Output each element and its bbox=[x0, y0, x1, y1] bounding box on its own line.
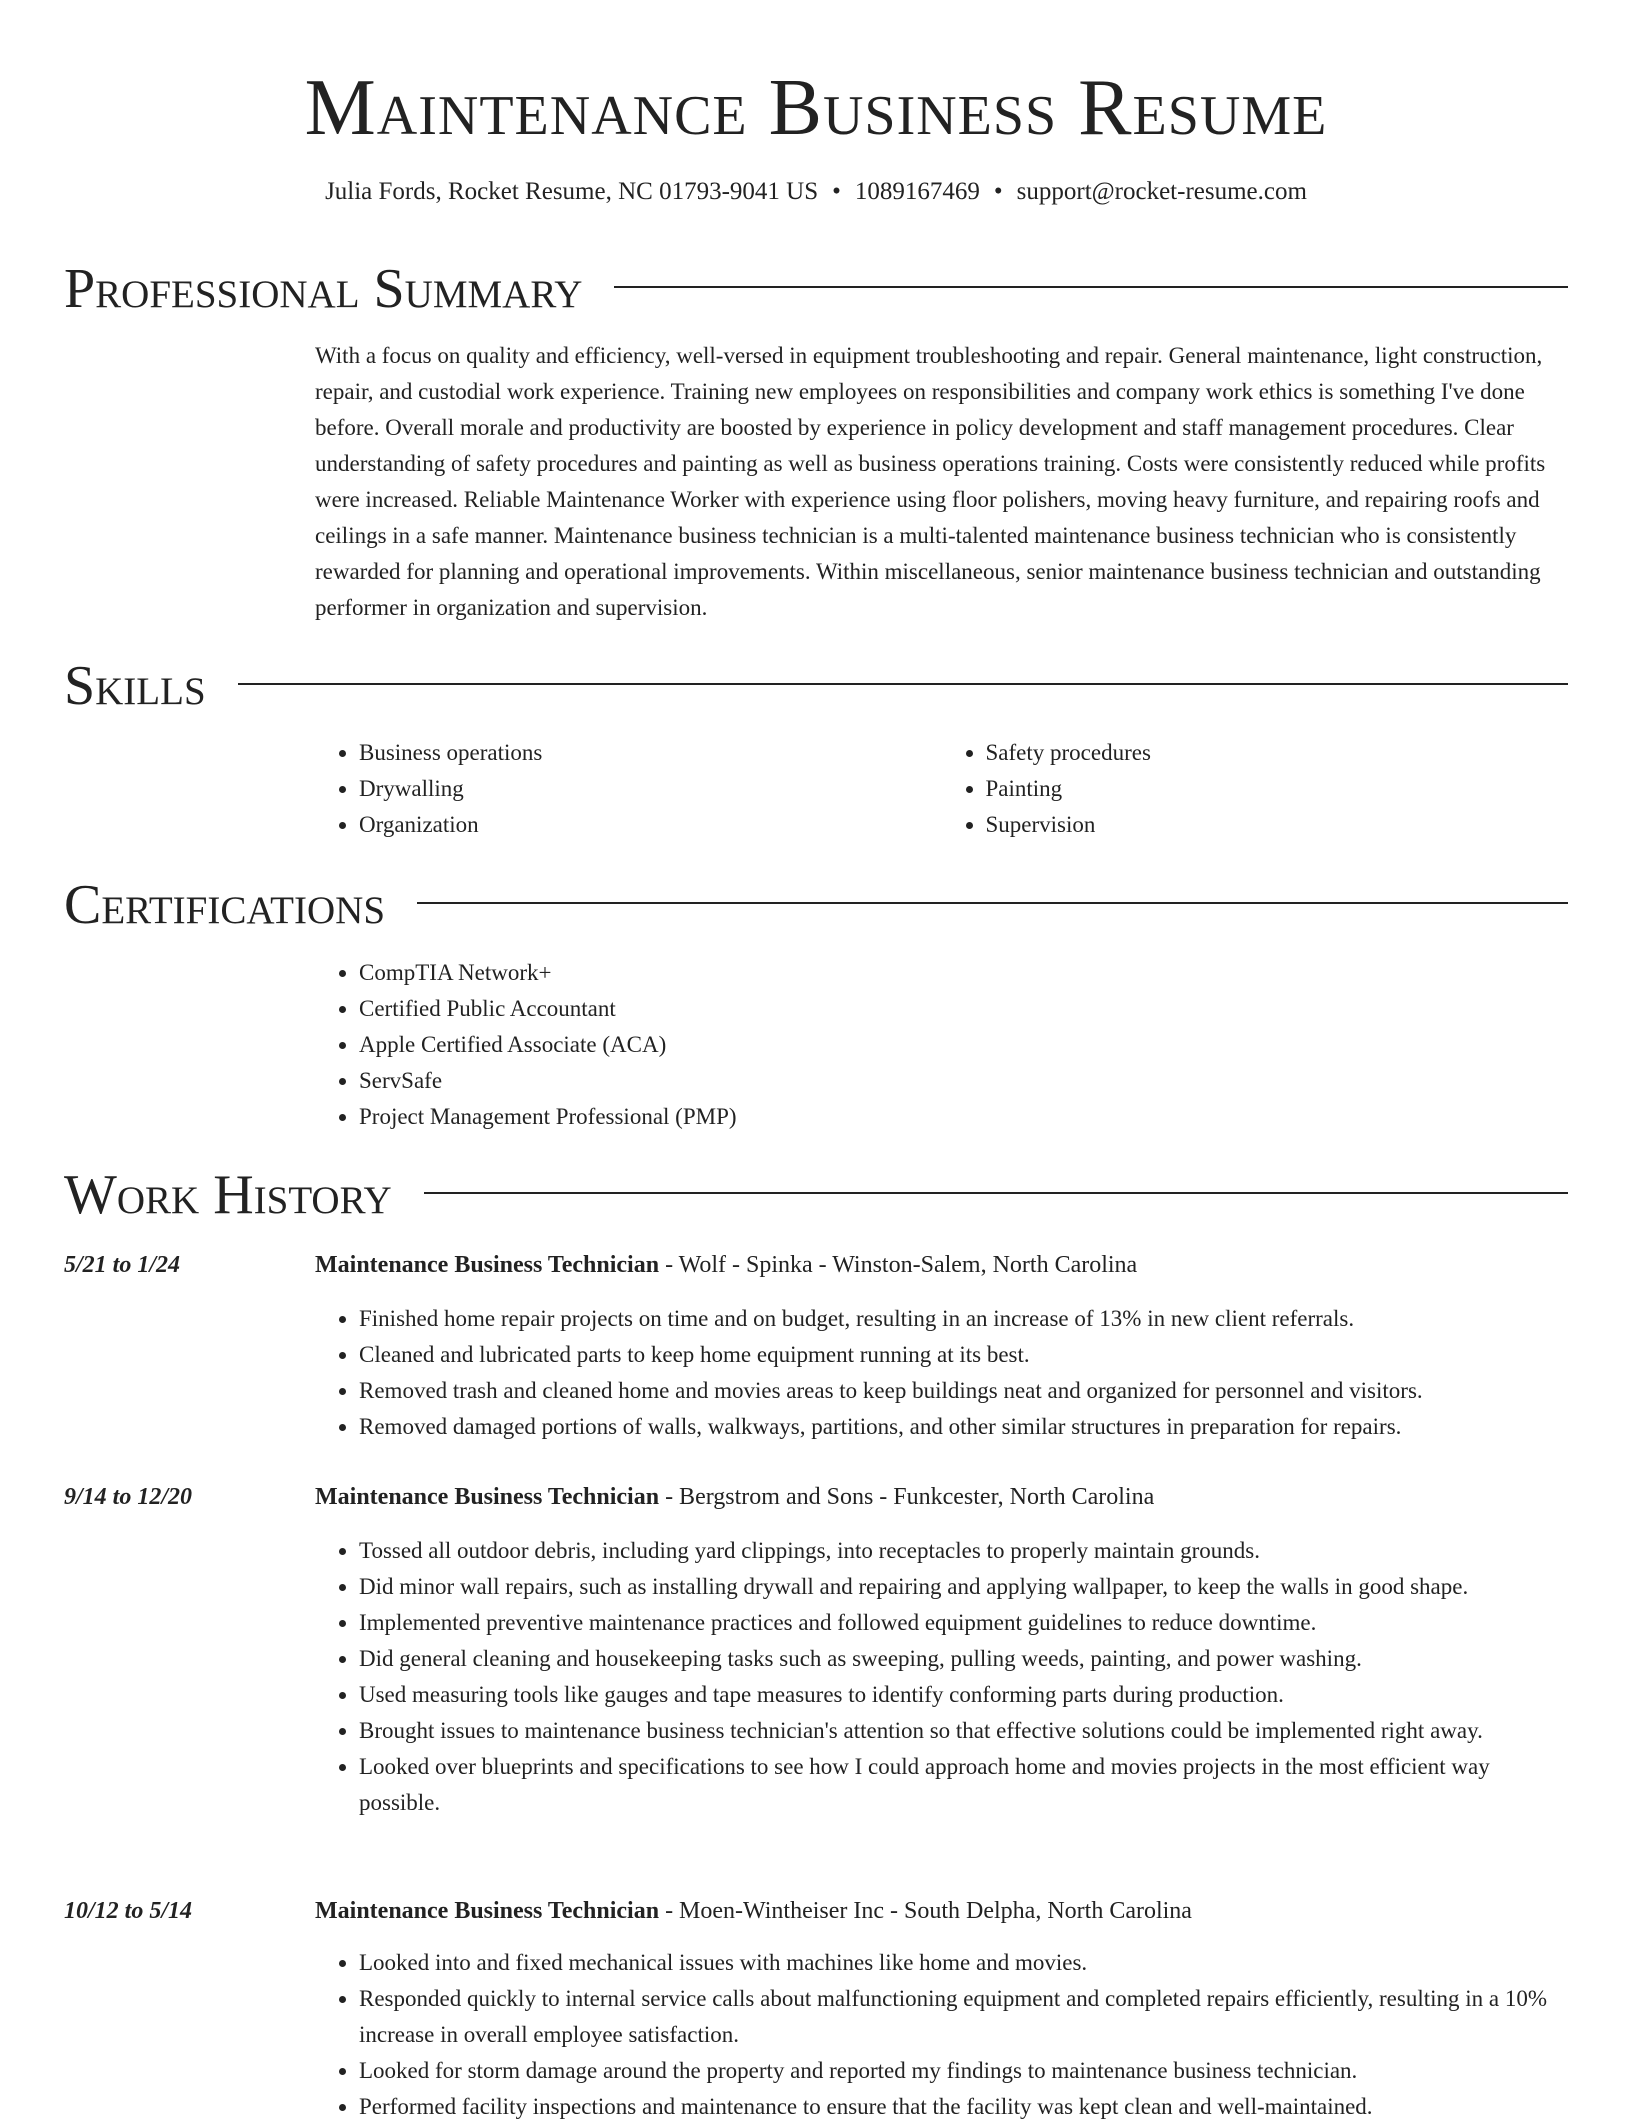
skill-item: • Business operations bbox=[359, 735, 942, 771]
job-bullet: • Looked over blueprints and specifications to see how I could approach home and movies projects in the most efficient way possible. bbox=[359, 1749, 1568, 1821]
job-bullet: • Did general cleaning and housekeeping tasks such as sweeping, pulling weeds, painting, and power washing. bbox=[359, 1641, 1568, 1677]
certifications-heading: Certifications bbox=[64, 874, 386, 936]
job-header bbox=[315, 1479, 1568, 1515]
skill-item: • Supervision bbox=[986, 807, 1569, 843]
job-bullet: • Removed trash and cleaned home and movies areas to keep buildings neat and organized for personnel and visitors. bbox=[359, 1373, 1568, 1409]
job-dates: 9/14 to 12/20 bbox=[64, 1484, 193, 1510]
skills-list bbox=[315, 735, 1568, 843]
job-bullets bbox=[315, 1945, 1568, 2125]
summary-section-header bbox=[64, 257, 1568, 321]
section-divider bbox=[417, 902, 1568, 904]
job-title: Maintenance Business Technician bbox=[315, 1484, 660, 1510]
contact-address: Julia Fords, Rocket Resume, NC 01793-9041 US bbox=[325, 178, 819, 205]
resume-title: Maintenance Business Resume bbox=[304, 64, 1328, 152]
certification-item: • CompTIA Network+ bbox=[359, 955, 1568, 991]
job-dates: 5/21 to 1/24 bbox=[64, 1252, 181, 1278]
contact-separator: • bbox=[993, 178, 1003, 205]
job-bullet: • Tossed all outdoor debris, including yard clippings, into receptacles to properly maintain grounds. bbox=[359, 1533, 1568, 1569]
contact-line bbox=[64, 174, 1568, 210]
summary-text: With a focus on quality and efficiency, well-versed in equipment troubleshooting and repair. General maintenance, light construction, repair, and custodial work experience. Training new employees on responsibilities and company work ethics is something I've done before. Overall morale and productivity are boosted by experience in policy development and staff management procedures. Clear understanding of safety procedures and painting as well as business operations training. Costs were consistently reduced while profits were increased. Reliable Maintenance Worker with experience using floor polishers, moving heavy furniture, and repairing roofs and ceilings in a safe manner. Maintenance business technician is a multi-talented maintenance business technician who is consistently rewarded for planning and operational improvements. Within miscellaneous, senior maintenance business technician and outstanding performer in organization and supervision. bbox=[315, 343, 1546, 620]
job-bullet: • Looked for storm damage around the property and reported my findings to maintenance business technician. bbox=[359, 2053, 1568, 2089]
summary-heading: Professional Summary bbox=[64, 258, 583, 320]
skills-column-left bbox=[315, 735, 942, 843]
job-details: - Bergstrom and Sons - Funkcester, North Carolina bbox=[659, 1484, 1155, 1510]
summary-body bbox=[315, 338, 1568, 626]
skill-item: • Painting bbox=[986, 771, 1569, 807]
job-bullet: • Brought issues to maintenance business technician's attention so that effective solutions could be implemented right away. bbox=[359, 1713, 1568, 1749]
job-bullet: • Looked into and fixed mechanical issues with machines like home and movies. bbox=[359, 1945, 1568, 1981]
job-bullets bbox=[315, 1301, 1568, 1445]
certification-item: • Project Management Professional (PMP) bbox=[359, 1099, 1568, 1135]
skill-item: • Organization bbox=[359, 807, 942, 843]
skills-column-right bbox=[942, 735, 1569, 843]
work-heading: Work History bbox=[64, 1164, 392, 1226]
certification-item: • Certified Public Accountant bbox=[359, 991, 1568, 1027]
job-bullet: • Cleaned and lubricated parts to keep home equipment running at its best. bbox=[359, 1337, 1568, 1373]
job-bullet: • Removed damaged portions of walls, walkways, partitions, and other similar structures in preparation for repairs. bbox=[359, 1409, 1568, 1445]
job-bullet: • Responded quickly to internal service calls about malfunctioning equipment and completed repairs efficiently, resulting in a 10% increase in overall employee satisfaction. bbox=[359, 1981, 1568, 2053]
section-divider bbox=[238, 683, 1568, 685]
job-bullet: • Finished home repair projects on time and on budget, resulting in an increase of 13% in new client referrals. bbox=[359, 1301, 1568, 1337]
job-details: - Wolf - Spinka - Winston-Salem, North Carolina bbox=[659, 1252, 1138, 1278]
section-divider bbox=[614, 286, 1568, 288]
job-title: Maintenance Business Technician bbox=[315, 1252, 660, 1278]
skill-item: • Drywalling bbox=[359, 771, 942, 807]
skills-section-header bbox=[64, 654, 1568, 718]
skills-heading: Skills bbox=[64, 655, 206, 717]
contact-phone: 1089167469 bbox=[854, 178, 980, 205]
job-bullet: • Performed facility inspections and maintenance to ensure that the facility was kept clean and well-maintained. bbox=[359, 2089, 1568, 2125]
skill-item: • Safety procedures bbox=[986, 735, 1569, 771]
certification-item: • Apple Certified Associate (ACA) bbox=[359, 1027, 1568, 1063]
job-dates: 10/12 to 5/14 bbox=[64, 1898, 193, 1924]
job-header bbox=[315, 1247, 1568, 1283]
job-header bbox=[315, 1893, 1568, 1929]
certifications-list bbox=[315, 955, 1568, 1135]
job-details: - Moen-Wintheiser Inc - South Delpha, North Carolina bbox=[659, 1898, 1192, 1924]
certifications-section-header bbox=[64, 873, 1568, 937]
job-title: Maintenance Business Technician bbox=[315, 1898, 660, 1924]
job-bullet: • Used measuring tools like gauges and tape measures to identify conforming parts during production. bbox=[359, 1677, 1568, 1713]
job-bullet: • Implemented preventive maintenance practices and followed equipment guidelines to reduce downtime. bbox=[359, 1605, 1568, 1641]
section-divider bbox=[424, 1192, 1568, 1194]
contact-email: support@rocket-resume.com bbox=[1016, 178, 1307, 205]
job-bullets bbox=[315, 1533, 1568, 1821]
work-section-header bbox=[64, 1163, 1568, 1227]
job-bullet: • Did minor wall repairs, such as installing drywall and repairing and applying wallpaper, to keep the walls in good shape. bbox=[359, 1569, 1568, 1605]
contact-separator: • bbox=[832, 178, 841, 205]
certification-item: • ServSafe bbox=[359, 1063, 1568, 1099]
